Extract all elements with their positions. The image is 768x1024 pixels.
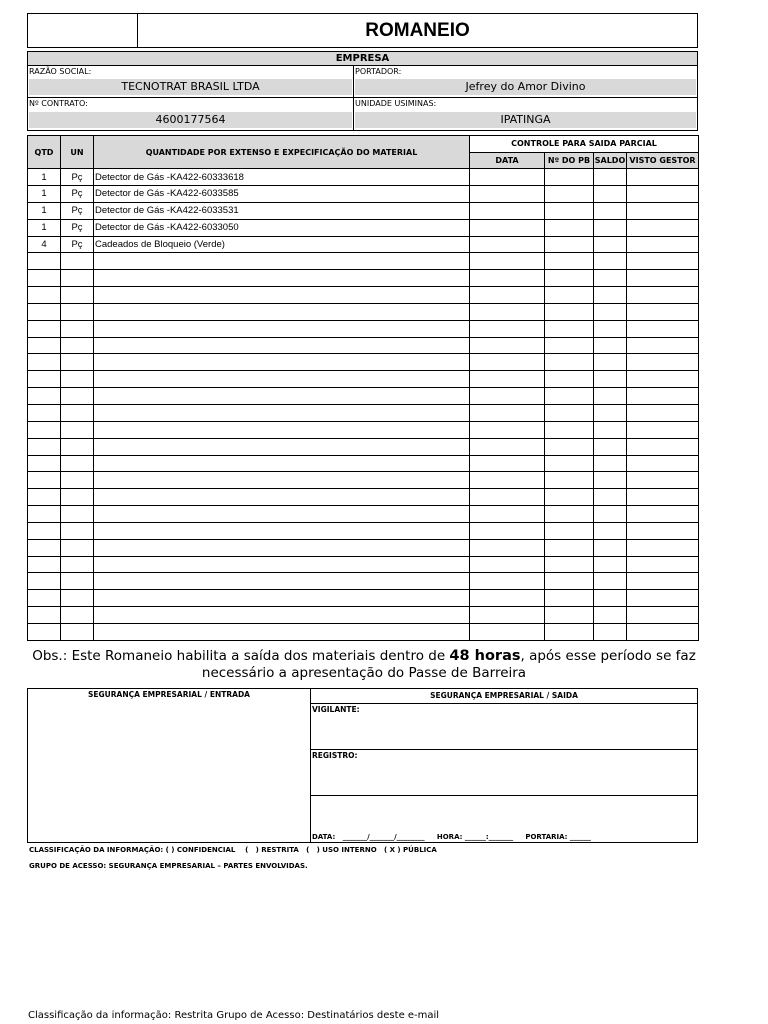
portador-cell — [354, 66, 697, 97]
pb-cell[interactable] — [545, 438, 594, 455]
qtd-cell[interactable] — [28, 405, 61, 422]
un-cell[interactable] — [61, 472, 94, 489]
table-row — [28, 506, 699, 523]
data-cell[interactable] — [470, 371, 545, 388]
table-row — [28, 202, 699, 219]
visto-cell[interactable] — [627, 438, 699, 455]
visto-cell[interactable] — [627, 169, 699, 186]
registro-field[interactable] — [311, 750, 697, 796]
data-cell[interactable] — [470, 573, 545, 590]
desc-cell[interactable] — [94, 573, 470, 590]
saldo-cell[interactable] — [594, 219, 627, 236]
data-cell[interactable] — [470, 472, 545, 489]
desc-cell[interactable] — [94, 354, 470, 371]
saldo-cell[interactable] — [594, 303, 627, 320]
saldo-cell[interactable] — [594, 371, 627, 388]
visto-cell[interactable] — [627, 388, 699, 405]
pb-cell[interactable] — [545, 337, 594, 354]
data-cell[interactable] — [470, 438, 545, 455]
desc-cell[interactable] — [94, 438, 470, 455]
pb-cell[interactable] — [545, 421, 594, 438]
desc-cell[interactable] — [94, 607, 470, 624]
saldo-cell[interactable] — [594, 590, 627, 607]
obs-text-post: , após esse período se faz necessário a apresentação do Passe de Barreira — [201, 648, 696, 681]
saldo-cell[interactable] — [594, 623, 627, 640]
document-title: ROMANEIO — [365, 19, 470, 41]
saldo-cell[interactable] — [594, 506, 627, 523]
desc-cell[interactable] — [94, 522, 470, 539]
visto-cell[interactable] — [627, 202, 699, 219]
un-cell[interactable] — [61, 573, 94, 590]
data-cell[interactable] — [470, 421, 545, 438]
un-cell[interactable] — [61, 354, 94, 371]
qtd-cell[interactable]: 1 — [28, 219, 61, 236]
table-row — [28, 186, 699, 203]
visto-cell[interactable] — [627, 236, 699, 253]
table-row — [28, 169, 699, 186]
pb-cell[interactable] — [545, 388, 594, 405]
empresa-section — [27, 51, 698, 131]
visto-cell[interactable] — [627, 506, 699, 523]
qtd-cell[interactable] — [28, 438, 61, 455]
data-cell[interactable] — [470, 590, 545, 607]
saldo-cell[interactable] — [594, 270, 627, 287]
desc-cell[interactable] — [94, 421, 470, 438]
visto-cell[interactable] — [627, 590, 699, 607]
visto-cell[interactable] — [627, 253, 699, 270]
col-data-header: DATA — [470, 152, 545, 169]
pb-cell[interactable] — [545, 489, 594, 506]
desc-cell[interactable]: Detector de Gás -KA422-6033585 — [94, 186, 470, 203]
visto-cell[interactable] — [627, 219, 699, 236]
grupo-acesso-line: GRUPO DE ACESSO: SEGURANÇA EMPRESARIAL – PARTES ENVOLVIDAS. — [29, 862, 308, 870]
desc-cell[interactable] — [94, 506, 470, 523]
table-row — [28, 337, 699, 354]
un-cell[interactable] — [61, 270, 94, 287]
data-cell[interactable] — [470, 236, 545, 253]
desc-cell[interactable] — [94, 623, 470, 640]
seguranca-saida-title: SEGURANÇA EMPRESARIAL / SAIDA — [311, 689, 697, 704]
visto-cell[interactable] — [627, 556, 699, 573]
table-row — [28, 405, 699, 422]
table-row — [28, 320, 699, 337]
un-cell[interactable] — [61, 438, 94, 455]
qtd-cell[interactable] — [28, 303, 61, 320]
pb-cell[interactable] — [545, 320, 594, 337]
un-cell[interactable] — [61, 539, 94, 556]
visto-cell[interactable] — [627, 573, 699, 590]
data-cell[interactable] — [470, 287, 545, 304]
saldo-cell[interactable] — [594, 573, 627, 590]
qtd-cell[interactable]: 4 — [28, 236, 61, 253]
qtd-cell[interactable] — [28, 337, 61, 354]
desc-cell[interactable] — [94, 472, 470, 489]
un-cell[interactable]: Pç — [61, 186, 94, 203]
visto-cell[interactable] — [627, 522, 699, 539]
visto-cell[interactable] — [627, 539, 699, 556]
qtd-cell[interactable] — [28, 590, 61, 607]
saldo-cell[interactable] — [594, 522, 627, 539]
pb-cell[interactable] — [545, 236, 594, 253]
un-cell[interactable] — [61, 303, 94, 320]
saldo-cell[interactable] — [594, 556, 627, 573]
desc-cell[interactable] — [94, 320, 470, 337]
table-row — [28, 303, 699, 320]
un-cell[interactable] — [61, 506, 94, 523]
razao-social-value[interactable]: TECNOTRAT BRASIL LTDA — [29, 79, 352, 95]
un-cell[interactable]: Pç — [61, 219, 94, 236]
desc-cell[interactable] — [94, 287, 470, 304]
data-cell[interactable] — [470, 623, 545, 640]
pb-cell[interactable] — [545, 169, 594, 186]
un-cell[interactable] — [61, 320, 94, 337]
table-row — [28, 421, 699, 438]
empresa-title: EMPRESA — [28, 52, 697, 66]
saldo-cell[interactable] — [594, 169, 627, 186]
saldo-cell[interactable] — [594, 438, 627, 455]
visto-cell[interactable] — [627, 354, 699, 371]
data-cell[interactable] — [470, 506, 545, 523]
pb-cell[interactable] — [545, 287, 594, 304]
saldo-cell[interactable] — [594, 607, 627, 624]
desc-cell[interactable]: Detector de Gás -KA422-6033531 — [94, 202, 470, 219]
qtd-cell[interactable] — [28, 506, 61, 523]
vigilante-label: VIGILANTE: — [312, 705, 360, 714]
visto-cell[interactable] — [627, 405, 699, 422]
visto-cell[interactable] — [627, 623, 699, 640]
un-cell[interactable] — [61, 556, 94, 573]
saldo-cell[interactable] — [594, 472, 627, 489]
visto-cell[interactable] — [627, 455, 699, 472]
desc-cell[interactable] — [94, 371, 470, 388]
table-row — [28, 253, 699, 270]
pb-cell[interactable] — [545, 371, 594, 388]
un-cell[interactable] — [61, 371, 94, 388]
saldo-cell[interactable] — [594, 354, 627, 371]
desc-cell[interactable] — [94, 253, 470, 270]
unidade-cell — [354, 98, 697, 130]
logo-cell — [28, 14, 138, 47]
qtd-cell[interactable] — [28, 522, 61, 539]
table-row — [28, 354, 699, 371]
qtd-cell[interactable]: 1 — [28, 202, 61, 219]
desc-cell[interactable] — [94, 455, 470, 472]
pb-cell[interactable] — [545, 405, 594, 422]
qtd-cell[interactable]: 1 — [28, 186, 61, 203]
un-cell[interactable]: Pç — [61, 169, 94, 186]
desc-cell[interactable] — [94, 590, 470, 607]
table-row — [28, 556, 699, 573]
un-cell[interactable] — [61, 623, 94, 640]
contrato-cell — [28, 98, 354, 130]
data-cell[interactable] — [470, 489, 545, 506]
pb-cell[interactable] — [545, 455, 594, 472]
date-time-field[interactable] — [311, 796, 697, 842]
visto-cell[interactable] — [627, 320, 699, 337]
pb-cell[interactable] — [545, 472, 594, 489]
qtd-cell[interactable] — [28, 472, 61, 489]
qtd-cell[interactable] — [28, 421, 61, 438]
observation-note — [20, 648, 708, 682]
data-cell[interactable] — [470, 186, 545, 203]
vigilante-field[interactable] — [311, 704, 697, 750]
visto-cell[interactable] — [627, 371, 699, 388]
desc-cell[interactable] — [94, 489, 470, 506]
controle-header: CONTROLE PARA SAIDA PARCIAL — [470, 136, 699, 153]
table-row — [28, 388, 699, 405]
table-row — [28, 623, 699, 640]
desc-cell[interactable]: Detector de Gás -KA422-60333618 — [94, 169, 470, 186]
unidade-label: UNIDADE USIMINAS: — [355, 99, 437, 108]
qtd-cell[interactable] — [28, 287, 61, 304]
seguranca-entrada-box[interactable] — [28, 689, 311, 842]
saldo-cell[interactable] — [594, 489, 627, 506]
visto-cell[interactable] — [627, 337, 699, 354]
un-cell[interactable] — [61, 421, 94, 438]
visto-cell[interactable] — [627, 287, 699, 304]
pb-cell[interactable] — [545, 522, 594, 539]
table-row — [28, 522, 699, 539]
bottom-classification-note: Classificação da informação: Restrita Grupo de Acesso: Destinatários deste e-mail — [28, 1010, 440, 1021]
portador-value[interactable]: Jefrey do Amor Divino — [355, 79, 696, 95]
qtd-cell[interactable] — [28, 320, 61, 337]
col-un-header: UN — [61, 136, 94, 169]
desc-cell[interactable]: Detector de Gás -KA422-6033050 — [94, 219, 470, 236]
table-row — [28, 607, 699, 624]
data-cell[interactable] — [470, 169, 545, 186]
qtd-cell[interactable] — [28, 253, 61, 270]
contrato-value[interactable]: 4600177564 — [29, 112, 352, 128]
un-cell[interactable] — [61, 522, 94, 539]
data-cell[interactable] — [470, 202, 545, 219]
visto-cell[interactable] — [627, 270, 699, 287]
data-cell[interactable] — [470, 270, 545, 287]
data-cell[interactable] — [470, 320, 545, 337]
visto-cell[interactable] — [627, 186, 699, 203]
qtd-cell[interactable] — [28, 623, 61, 640]
table-row — [28, 236, 699, 253]
qtd-cell[interactable] — [28, 556, 61, 573]
desc-cell[interactable] — [94, 270, 470, 287]
saldo-cell[interactable] — [594, 186, 627, 203]
un-cell[interactable] — [61, 287, 94, 304]
obs-text-pre: Obs.: Este Romaneio habilita a saída dos materiais dentro de — [32, 648, 450, 664]
pb-cell[interactable] — [545, 556, 594, 573]
data-cell[interactable] — [470, 522, 545, 539]
registro-label: REGISTRO: — [312, 751, 358, 760]
pb-cell[interactable] — [545, 186, 594, 203]
pb-cell[interactable] — [545, 590, 594, 607]
pb-cell[interactable] — [545, 253, 594, 270]
saldo-cell[interactable] — [594, 388, 627, 405]
pb-cell[interactable] — [545, 573, 594, 590]
obs-text-bold: 48 horas — [449, 648, 521, 664]
col-saldo-header: SALDO — [594, 152, 627, 169]
qtd-cell[interactable] — [28, 455, 61, 472]
desc-cell[interactable]: Cadeados de Bloqueio (Verde) — [94, 236, 470, 253]
desc-cell[interactable] — [94, 556, 470, 573]
materials-table — [27, 135, 699, 641]
visto-cell[interactable] — [627, 303, 699, 320]
document-header — [27, 13, 698, 48]
saldo-cell[interactable] — [594, 253, 627, 270]
seguranca-section — [27, 688, 698, 843]
contrato-label: Nº CONTRATO: — [29, 99, 88, 108]
saldo-cell[interactable] — [594, 202, 627, 219]
visto-cell[interactable] — [627, 607, 699, 624]
desc-cell[interactable] — [94, 405, 470, 422]
unidade-value[interactable]: IPATINGA — [355, 112, 696, 128]
visto-cell[interactable] — [627, 472, 699, 489]
pb-cell[interactable] — [545, 354, 594, 371]
un-cell[interactable] — [61, 590, 94, 607]
table-row — [28, 539, 699, 556]
un-cell[interactable] — [61, 489, 94, 506]
qtd-cell[interactable]: 1 — [28, 169, 61, 186]
razao-social-label: RAZÃO SOCIAL: — [29, 67, 92, 76]
col-pb-header: Nº DO PB — [545, 152, 594, 169]
desc-cell[interactable] — [94, 539, 470, 556]
qtd-cell[interactable] — [28, 371, 61, 388]
desc-cell[interactable] — [94, 337, 470, 354]
data-cell[interactable] — [470, 607, 545, 624]
pb-cell[interactable] — [545, 623, 594, 640]
desc-cell[interactable] — [94, 388, 470, 405]
qtd-cell[interactable] — [28, 388, 61, 405]
data-cell[interactable] — [470, 219, 545, 236]
data-cell[interactable] — [470, 354, 545, 371]
table-row — [28, 590, 699, 607]
un-cell[interactable]: Pç — [61, 236, 94, 253]
saldo-cell[interactable] — [594, 320, 627, 337]
visto-cell[interactable] — [627, 489, 699, 506]
seguranca-entrada-title: SEGURANÇA EMPRESARIAL / ENTRADA — [88, 690, 250, 699]
saldo-cell[interactable] — [594, 455, 627, 472]
table-row — [28, 287, 699, 304]
portador-label: PORTADOR: — [355, 67, 402, 76]
qtd-cell[interactable] — [28, 489, 61, 506]
table-row — [28, 455, 699, 472]
un-cell[interactable] — [61, 253, 94, 270]
un-cell[interactable] — [61, 455, 94, 472]
qtd-cell[interactable] — [28, 607, 61, 624]
desc-cell[interactable] — [94, 303, 470, 320]
data-cell[interactable] — [470, 455, 545, 472]
visto-cell[interactable] — [627, 421, 699, 438]
data-cell[interactable] — [470, 253, 545, 270]
pb-cell[interactable] — [545, 202, 594, 219]
data-cell[interactable] — [470, 556, 545, 573]
un-cell[interactable] — [61, 607, 94, 624]
table-row — [28, 472, 699, 489]
saldo-cell[interactable] — [594, 405, 627, 422]
saldo-cell[interactable] — [594, 421, 627, 438]
table-row — [28, 219, 699, 236]
saldo-cell[interactable] — [594, 287, 627, 304]
data-cell[interactable] — [470, 405, 545, 422]
un-cell[interactable] — [61, 405, 94, 422]
saldo-cell[interactable] — [594, 337, 627, 354]
data-cell[interactable] — [470, 388, 545, 405]
table-row — [28, 270, 699, 287]
table-row — [28, 489, 699, 506]
un-cell[interactable] — [61, 388, 94, 405]
pb-cell[interactable] — [545, 303, 594, 320]
col-visto-header: VISTO GESTOR — [627, 152, 699, 169]
data-cell[interactable] — [470, 337, 545, 354]
classificacao-line: CLASSIFICAÇÃO DA INFORMAÇÃO: ( ) CONFIDENCIAL ( ) RESTRITA ( ) USO INTERNO ( X ) PÚBLICA — [29, 846, 437, 854]
col-qtd-header: QTD — [28, 136, 61, 169]
un-cell[interactable] — [61, 337, 94, 354]
data-cell[interactable] — [470, 303, 545, 320]
qtd-cell[interactable] — [28, 354, 61, 371]
data-cell[interactable] — [470, 539, 545, 556]
pb-cell[interactable] — [545, 539, 594, 556]
pb-cell[interactable] — [545, 506, 594, 523]
table-row — [28, 371, 699, 388]
table-row — [28, 438, 699, 455]
un-cell[interactable]: Pç — [61, 202, 94, 219]
razao-social-cell — [28, 66, 354, 97]
pb-cell[interactable] — [545, 607, 594, 624]
pb-cell[interactable] — [545, 219, 594, 236]
table-row — [28, 573, 699, 590]
qtd-cell[interactable] — [28, 573, 61, 590]
date-time-line: DATA: _______/_______/________ HORA: ______:_______ PORTARIA: ______ — [312, 833, 591, 841]
qtd-cell[interactable] — [28, 270, 61, 287]
col-desc-header: QUANTIDADE POR EXTENSO E EXPECIFICAÇÃO DO MATERIAL — [94, 136, 470, 169]
saldo-cell[interactable] — [594, 236, 627, 253]
pb-cell[interactable] — [545, 270, 594, 287]
qtd-cell[interactable] — [28, 539, 61, 556]
saldo-cell[interactable] — [594, 539, 627, 556]
